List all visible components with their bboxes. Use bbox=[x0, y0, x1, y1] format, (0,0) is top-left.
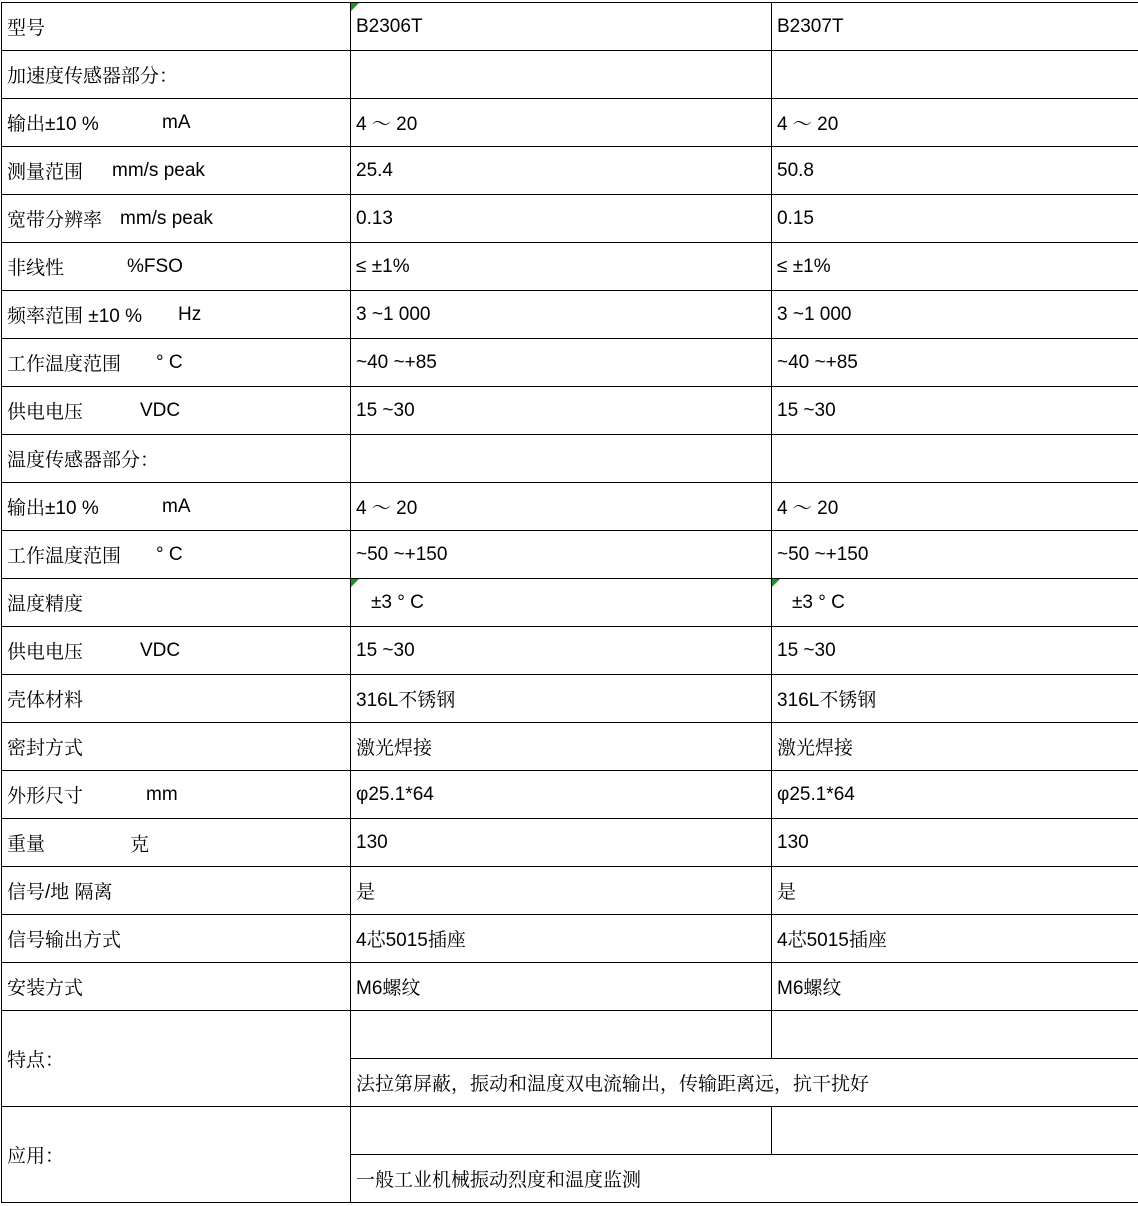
table-row bbox=[2, 195, 1138, 243]
table-row bbox=[2, 819, 1138, 867]
value-b: 316L不锈钢 bbox=[772, 675, 1138, 723]
row-label: 输出±10 % bbox=[7, 498, 99, 519]
table-row bbox=[2, 147, 1138, 195]
row-label: 输出±10 % bbox=[7, 114, 99, 135]
row-unit: %FSO bbox=[127, 255, 183, 277]
row-unit: ° C bbox=[156, 351, 183, 373]
value-b: 是 bbox=[772, 867, 1138, 915]
value-b: 激光焊接 bbox=[772, 723, 1138, 771]
header-label: 型号 bbox=[2, 3, 351, 51]
value-a: φ25.1*64 bbox=[351, 771, 772, 819]
table-row bbox=[2, 339, 1138, 387]
comment-marker bbox=[772, 579, 780, 587]
row-unit: ° C bbox=[156, 543, 183, 565]
value-a: 是 bbox=[351, 867, 772, 915]
value-a: 4 ～ 20 bbox=[351, 483, 772, 531]
features-row bbox=[2, 1011, 1138, 1059]
value-b: 15 ~30 bbox=[772, 387, 1138, 435]
value-a: M6螺纹 bbox=[351, 963, 772, 1011]
application-text: 一般工业机械振动烈度和温度监测 bbox=[351, 1155, 1138, 1203]
model-a bbox=[351, 3, 772, 51]
table-row bbox=[2, 531, 1138, 579]
row-label: 测量范围 bbox=[7, 162, 84, 183]
value-a: 130 bbox=[351, 819, 772, 867]
table-row bbox=[2, 963, 1138, 1011]
row-label: 密封方式 bbox=[2, 723, 351, 771]
value-a: 3 ~1 000 bbox=[351, 291, 772, 339]
value-b: ±3 ° C bbox=[792, 591, 845, 613]
value-a: 15 ~30 bbox=[351, 627, 772, 675]
row-label: 信号/地 隔离 bbox=[2, 867, 351, 915]
table-row bbox=[2, 387, 1138, 435]
value-b: 4 ～ 20 bbox=[772, 483, 1138, 531]
row-label: 工作温度范围 bbox=[7, 546, 122, 567]
row-label: 宽带分辨率 bbox=[7, 210, 103, 231]
row-label: 供电电压 bbox=[7, 402, 84, 423]
value-a: 4 ～ 20 bbox=[351, 99, 772, 147]
row-unit: mm/s peak bbox=[112, 159, 205, 181]
section-row bbox=[2, 435, 1138, 483]
value-b: φ25.1*64 bbox=[772, 771, 1138, 819]
table-row bbox=[2, 675, 1138, 723]
section-title: 温度传感器部分： bbox=[2, 435, 351, 483]
application-row bbox=[2, 1107, 1138, 1155]
value-a: ≤ ±1% bbox=[351, 243, 772, 291]
features-text: 法拉第屏蔽，振动和温度双电流输出，传输距离远，抗干扰好 bbox=[351, 1059, 1138, 1107]
table-row bbox=[2, 483, 1138, 531]
value-a: 激光焊接 bbox=[351, 723, 772, 771]
row-label: 频率范围 ±10 % bbox=[7, 306, 143, 327]
section-title: 加速度传感器部分： bbox=[2, 51, 351, 99]
row-label: 工作温度范围 bbox=[7, 354, 122, 375]
table-row bbox=[2, 579, 1138, 627]
table-row bbox=[2, 867, 1138, 915]
features-label: 特点： bbox=[2, 1011, 351, 1107]
value-b: 130 bbox=[772, 819, 1138, 867]
value-a: 25.4 bbox=[351, 147, 772, 195]
model-a-text: B2306T bbox=[356, 15, 423, 37]
value-b: 3 ~1 000 bbox=[772, 291, 1138, 339]
table-row bbox=[2, 915, 1138, 963]
value-a: ±3 ° C bbox=[371, 591, 424, 613]
row-label: 供电电压 bbox=[7, 642, 84, 663]
row-label: 安装方式 bbox=[2, 963, 351, 1011]
value-b: 0.15 bbox=[772, 195, 1138, 243]
value-b: 50.8 bbox=[772, 147, 1138, 195]
row-unit: Hz bbox=[178, 303, 202, 325]
value-b: ≤ ±1% bbox=[772, 243, 1138, 291]
table-row bbox=[2, 627, 1138, 675]
row-unit: VDC bbox=[140, 399, 181, 421]
table-row bbox=[2, 243, 1138, 291]
row-label: 重量 bbox=[7, 834, 46, 855]
table-row bbox=[2, 771, 1138, 819]
value-a: 0.13 bbox=[351, 195, 772, 243]
table-row bbox=[2, 99, 1138, 147]
row-unit: VDC bbox=[140, 639, 181, 661]
row-label: 温度精度 bbox=[2, 579, 351, 627]
row-unit: mm/s peak bbox=[120, 207, 213, 229]
spec-table bbox=[1, 2, 1138, 1203]
value-b: 15 ~30 bbox=[772, 627, 1138, 675]
comment-marker bbox=[351, 3, 359, 11]
model-b: B2307T bbox=[772, 3, 1138, 51]
value-b: M6螺纹 bbox=[772, 963, 1138, 1011]
row-label: 外形尺寸 bbox=[7, 786, 84, 807]
table-row bbox=[2, 3, 1138, 51]
value-a: ~40 ~+85 bbox=[351, 339, 772, 387]
table-row bbox=[2, 291, 1138, 339]
row-unit: 克 bbox=[130, 834, 150, 855]
row-label: 信号输出方式 bbox=[2, 915, 351, 963]
row-label: 壳体材料 bbox=[2, 675, 351, 723]
table-row bbox=[2, 723, 1138, 771]
value-a: ~50 ~+150 bbox=[351, 531, 772, 579]
row-unit: mA bbox=[162, 111, 191, 133]
row-unit: mA bbox=[162, 495, 191, 517]
value-a: 4芯5015插座 bbox=[351, 915, 772, 963]
application-label: 应用： bbox=[2, 1107, 351, 1203]
section-row bbox=[2, 51, 1138, 99]
value-b: 4芯5015插座 bbox=[772, 915, 1138, 963]
value-a: 316L不锈钢 bbox=[351, 675, 772, 723]
value-b: ~50 ~+150 bbox=[772, 531, 1138, 579]
row-unit: mm bbox=[146, 783, 178, 805]
row-label: 非线性 bbox=[7, 258, 65, 279]
value-b: ~40 ~+85 bbox=[772, 339, 1138, 387]
value-a: 15 ~30 bbox=[351, 387, 772, 435]
value-b: 4 ～ 20 bbox=[772, 99, 1138, 147]
comment-marker bbox=[351, 579, 359, 587]
